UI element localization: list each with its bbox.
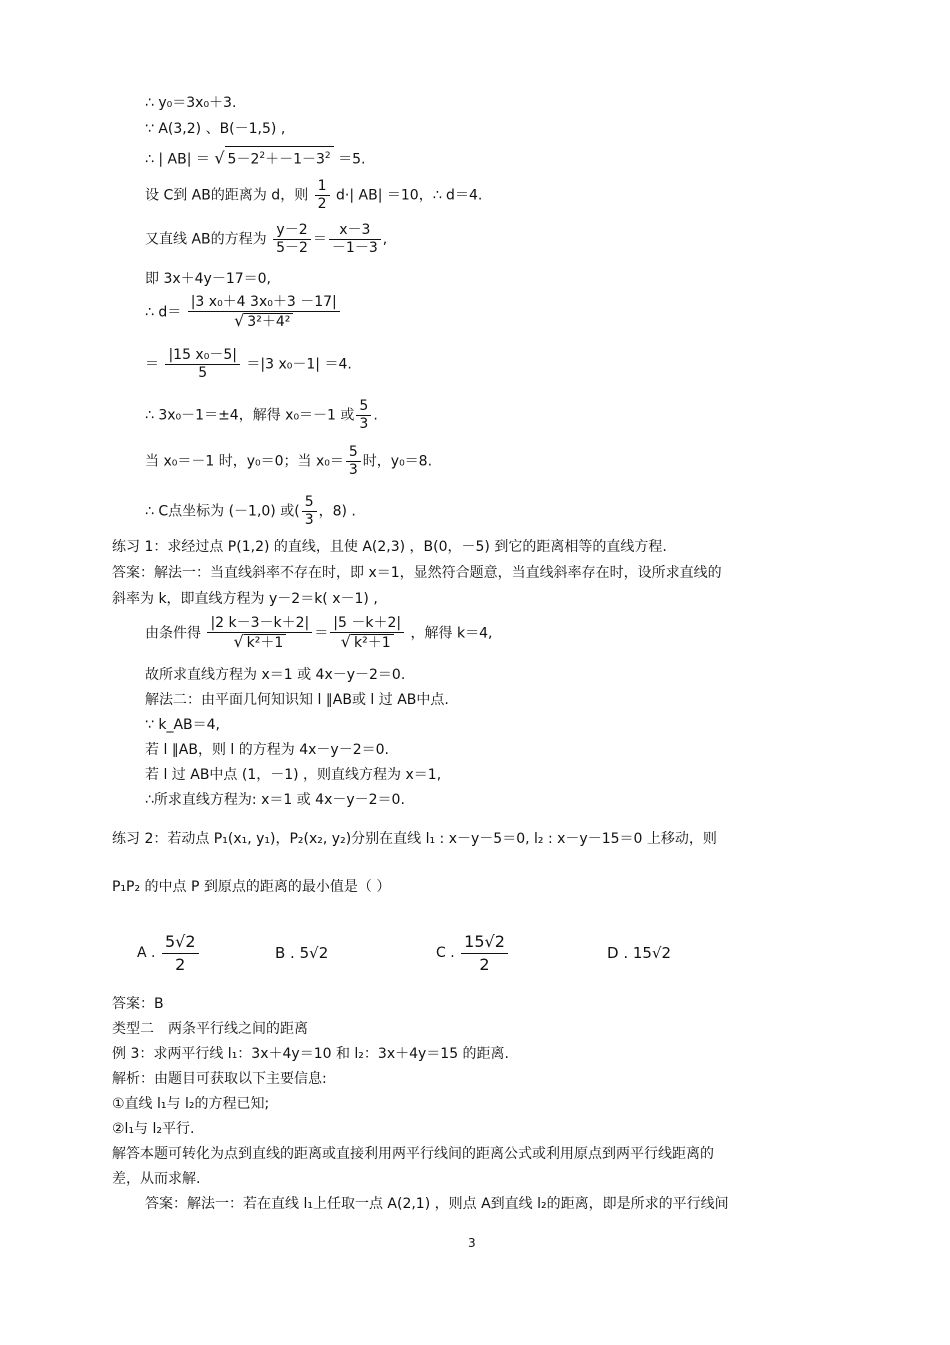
- fraction-d: [188, 294, 340, 331]
- practice1-condition: [145, 615, 492, 652]
- option-a-fraction: [162, 931, 199, 976]
- practice1-answer-line1: 答案：解法一：当直线斜率不存在时，即 x＝1，显然符合题意，当直线斜率存在时，设所求直线的: [112, 565, 722, 581]
- analysis-line4: 解答本题可转化为点到直线的距离或直接利用两平行线间的距离公式或利用原点到两平行线距离的: [112, 1146, 714, 1162]
- equals-sign: ＝: [145, 356, 159, 373]
- frac-den: 5－2: [276, 240, 308, 256]
- fraction-condition-left: [207, 615, 312, 652]
- frac-num: |3 x₀＋4 3x₀＋3 －17|: [188, 294, 340, 312]
- line-distance-d: [145, 178, 482, 213]
- line-solve-x0: [145, 398, 378, 433]
- analysis-line3: ②l₁与 l₂平行.: [112, 1121, 195, 1137]
- frac-den: 3: [304, 512, 314, 528]
- sqrt-radicand: k²＋1: [244, 634, 287, 652]
- cases-tail: 时，y₀＝8.: [362, 453, 433, 470]
- line-points-ab: ∵ A(3,2) 、B(－1,5) ,: [145, 121, 286, 137]
- option-c: [436, 930, 510, 976]
- fraction-five-thirds: [346, 444, 361, 479]
- period: .: [373, 407, 378, 424]
- sqrt-icon: √: [214, 148, 225, 168]
- sqrt-radicand: k²＋1: [351, 634, 394, 652]
- fraction-ab-right: [329, 222, 381, 257]
- ab-length-radicand: $5-2^2+-1-3^2$: [225, 146, 334, 169]
- example3-question: 例 3：求两平行线 l₁：3x＋4y＝10 和 l₂：3x＋4y＝15 的距离.: [112, 1046, 510, 1062]
- frac-num: 15√2: [461, 931, 508, 954]
- frac-num: |15 x₀－5|: [165, 347, 240, 365]
- practice1-question: 练习 1：求经过点 P(1,2) 的直线，且使 A(2,3) ，B(0，－5) 到它的距离相等的直线方程.: [112, 539, 667, 555]
- equals-sign: ＝: [314, 625, 329, 642]
- frac-den: [330, 633, 404, 652]
- d-value: ＝|3 x₀－1| ＝4.: [246, 356, 352, 373]
- solve-x0-text: ∴ 3x₀－1＝±4，解得 x₀＝－1 或: [145, 407, 355, 424]
- frac-den: 2: [175, 954, 186, 974]
- frac-num: |5 －k＋2|: [330, 615, 404, 633]
- line-y0: ∴ y₀＝3x₀＋3.: [145, 95, 237, 111]
- page-number: 3: [468, 1236, 476, 1250]
- distance-d-text: 设 C到 AB的距离为 d，则: [145, 187, 309, 204]
- fraction-five-thirds: [356, 398, 371, 433]
- sqrt-icon: √: [340, 632, 351, 651]
- condition-label: 由条件得: [145, 625, 201, 642]
- frac-num: x－3: [329, 222, 381, 240]
- option-d: D . 15√2: [607, 944, 672, 962]
- practice1-answer-line6: ∵ k_AB＝4,: [145, 717, 221, 733]
- ab-equation-label: 又直线 AB的方程为: [145, 231, 267, 248]
- practice2-question-line1: 练习 2：若动点 P₁(x₁, y₁)，P₂(x₂, y₂)分别在直线 l₁ : x－y－5＝0, l₂ : x－y－15＝0 上移动，则: [112, 831, 717, 847]
- d-label: ∴ d＝: [145, 304, 182, 321]
- fraction-five-thirds: [302, 494, 317, 529]
- option-c-fraction: [461, 931, 508, 976]
- analysis-line5: 差，从而求解.: [112, 1171, 201, 1187]
- frac-den: 2: [479, 954, 490, 974]
- line-ab-standard: 即 3x＋4y－17＝0,: [145, 271, 272, 287]
- practice1-answer-line4: 故所求直线方程为 x＝1 或 4x－y－2＝0.: [145, 667, 406, 683]
- line-ab-length: [145, 146, 365, 169]
- fraction-condition-right: [330, 615, 404, 652]
- frac-den: 2: [317, 196, 327, 212]
- ab-dy: －1－3: [279, 151, 325, 168]
- practice1-answer-line9: ∴所求直线方程为: x＝1 或 4x－y－2＝0.: [145, 792, 405, 808]
- frac-num: 5: [346, 444, 361, 462]
- line-c-coordinates: [145, 494, 356, 529]
- c-coord-tail: ，8) .: [318, 503, 356, 520]
- line-d-simplified: [145, 347, 352, 382]
- frac-num: 1: [315, 178, 330, 196]
- fraction-half: [315, 178, 330, 213]
- fraction-ab-left: [273, 222, 311, 257]
- condition-result: ，解得 k＝4,: [410, 625, 493, 642]
- option-a: [137, 930, 201, 976]
- ab-dx: 5－2: [227, 151, 260, 168]
- line-d-formula: [145, 294, 342, 331]
- sqrt-icon: √: [234, 311, 245, 330]
- practice1-answer-line2: 斜率为 k，即直线方程为 y－2＝k( x－1) ,: [112, 591, 378, 607]
- distance-d-result: d·| AB| ＝10，∴ d＝4.: [336, 187, 483, 204]
- example3-answer-line1: 答案：解法一：若在直线 l₁上任取一点 A(2,1) ，则点 A到直线 l₂的距离，即是所求的平行线间: [145, 1196, 729, 1212]
- practice1-answer-line8: 若 l 过 AB中点 (1，－1) ，则直线方程为 x＝1,: [145, 767, 442, 783]
- practice2-question-line2: P₁P₂ 的中点 P 到原点的距离的最小值是（ ）: [112, 879, 391, 895]
- practice1-answer-line5: 解法二：由平面几何知识知 l ∥AB或 l 过 AB中点.: [145, 692, 449, 708]
- plus-sign: ＋: [265, 151, 280, 168]
- frac-num: y－2: [273, 222, 311, 240]
- line-ab-equation: 又直线 AB的方程为 $\frac{y-2}{5-2}$ ＝ $\frac{x-3}{-1-3}$ ,: [145, 222, 388, 256]
- sqrt-radicand: 3²＋4²: [244, 313, 293, 331]
- frac-den: 5: [198, 365, 208, 381]
- frac-den: 3: [348, 462, 358, 478]
- sqrt-icon: √: [233, 632, 244, 651]
- fraction-15x: [165, 347, 240, 382]
- option-b: B . 5√2: [275, 944, 329, 962]
- practice1-answer-line7: 若 l ∥AB，则 l 的方程为 4x－y－2＝0.: [145, 742, 389, 758]
- cases-text: 当 x₀＝－1 时，y₀＝0；当 x₀＝: [145, 453, 344, 470]
- line-cases: [145, 444, 432, 479]
- analysis-line2: ①直线 l₁与 l₂的方程已知;: [112, 1096, 270, 1112]
- analysis-line1: 解析：由题目可获取以下主要信息:: [112, 1071, 327, 1087]
- practice2-answer: 答案：B: [112, 996, 164, 1012]
- frac-num: 5: [356, 398, 371, 416]
- frac-num: 5√2: [162, 931, 199, 954]
- ab-length-value: ＝5.: [338, 151, 366, 168]
- frac-den: 3: [359, 416, 369, 432]
- option-c-label: C .: [436, 945, 455, 961]
- frac-den: [207, 633, 312, 652]
- frac-num: |2 k－3－k＋2|: [207, 615, 312, 633]
- c-coord-text: ∴ C点坐标为 (－1,0) 或(: [145, 503, 300, 520]
- frac-den: [188, 312, 340, 331]
- frac-num: 5: [302, 494, 317, 512]
- ab-length-label: ∴ | AB| ＝: [145, 151, 210, 168]
- frac-den: －1－3: [331, 240, 378, 256]
- section-type-two: 类型二 两条平行线之间的距离: [112, 1021, 308, 1037]
- option-a-label: A .: [137, 945, 156, 961]
